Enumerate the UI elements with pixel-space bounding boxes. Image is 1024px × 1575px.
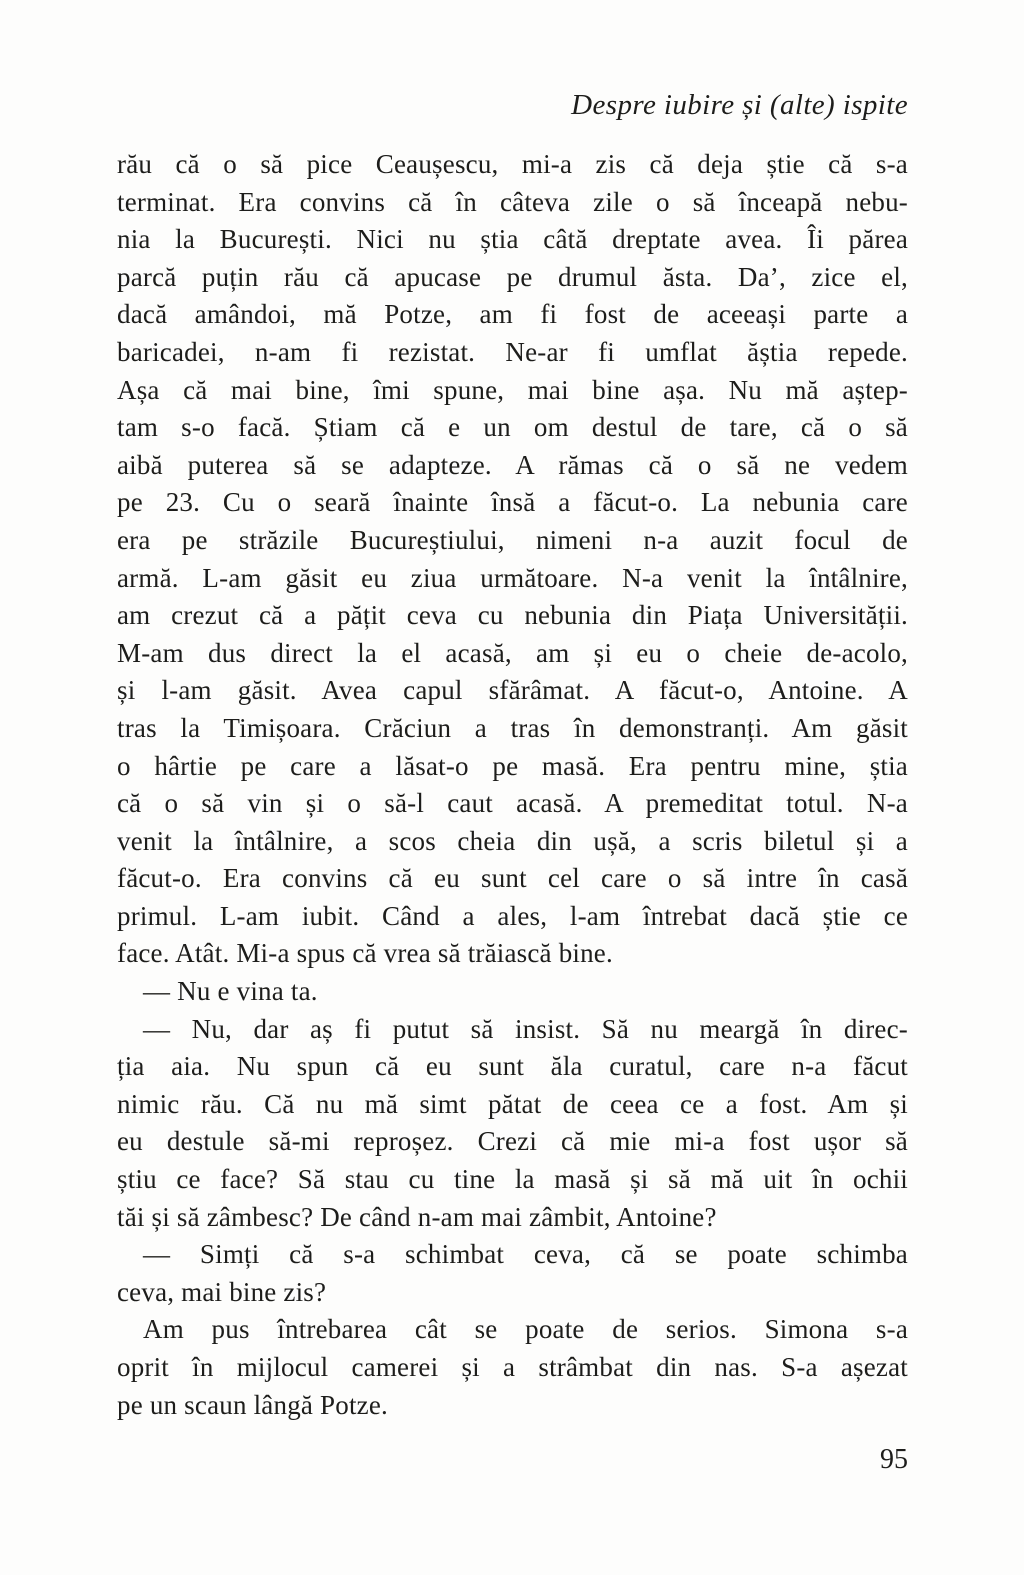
text-line: oprit în mijlocul camerei și a strâmbat din nas. S-a așezat <box>117 1352 908 1382</box>
text-line: tăi și să zâmbesc? De când n-am mai zâmbit, Antoine? <box>117 1201 717 1232</box>
text-line: M-am dus direct la el acasă, am și eu o cheie de-acolo, <box>117 637 908 668</box>
text-line: nia la București. Nici nu știa câtă dreptate avea. Îi părea <box>117 224 908 255</box>
text-line: că o să vin și o să-l caut acasă. A premeditat totul. N-a <box>117 788 908 819</box>
text-line: făcut-o. Era convins că eu sunt cel care o să intre în casă <box>117 863 908 894</box>
page-number: 95 <box>880 1444 908 1475</box>
text-line: nimic rău. Că nu mă simt pătat de ceea ce a fost. Am și <box>117 1088 908 1119</box>
text-line: baricadei, n-am fi rezistat. Ne-ar fi umflat ăștia repede. <box>117 336 908 367</box>
text-line: era pe străzile Bucureștiului, nimeni n-a auzit focul de <box>117 524 908 555</box>
text-line: tam s-o facă. Știam că e un om destul de tare, că o să <box>117 412 908 443</box>
text-line: face. Atât. Mi-a spus că vrea să trăiască bine. <box>117 938 613 969</box>
running-header: Despre iubire și (alte) ispite <box>571 89 908 121</box>
text-line: — Simți că s-a schimbat ceva, că se poate schimba <box>143 1239 908 1270</box>
text-line: armă. L-am găsit eu ziua următoare. N-a venit la întâlnire, <box>117 562 908 593</box>
text-line: parcă puțin rău că apucase pe drumul ăsta. Da’, zice el, <box>117 261 908 292</box>
text-line: primul. L-am iubit. Când a ales, l-am întrebat dacă știe ce <box>117 900 908 931</box>
text-line: pe un scaun lângă Potze. <box>117 1389 388 1420</box>
text-line: aibă puterea să se adapteze. A rămas că o să ne vedem <box>117 449 908 480</box>
text-line: tras la Timișoara. Crăciun a tras în demonstranți. Am găsit <box>117 712 908 743</box>
text-line: știu ce face? Să stau cu tine la masă și să mă uit în ochii <box>117 1164 908 1195</box>
body-text <box>117 146 908 1424</box>
text-line: eu destule să-mi reproșez. Crezi că mie mi-a fost ușor să <box>117 1126 908 1157</box>
text-line: și l-am găsit. Avea capul sfărâmat. A făcut-o, Antoine. A <box>117 675 908 706</box>
text-line: pe 23. Cu o seară înainte însă a făcut-o. La nebunia care <box>117 487 908 518</box>
text-line: ceva, mai bine zis? <box>117 1276 327 1307</box>
text-line: am crezut că a pățit ceva cu nebunia din Piața Universității. <box>117 600 908 631</box>
text-line: terminat. Era convins că în câteva zile o să înceapă nebu- <box>117 186 908 217</box>
text-line: — Nu, dar aș fi putut să insist. Să nu meargă în direc- <box>143 1013 908 1044</box>
text-line: — Nu e vina ta. <box>143 976 318 1007</box>
text-line: Așa că mai bine, îmi spune, mai bine așa. Nu mă aștep- <box>117 374 908 405</box>
text-line: o hârtie pe care a lăsat-o pe masă. Era pentru mine, știa <box>117 750 908 781</box>
text-line: ția aia. Nu spun că eu sunt ăla curatul, care n-a făcut <box>117 1051 908 1082</box>
text-line: rău că o să pice Ceaușescu, mi-a zis că deja știe că s-a <box>117 149 908 179</box>
text-line: Am pus întrebarea cât se poate de serios. Simona s-a <box>143 1314 908 1345</box>
text-line: dacă amândoi, mă Potze, am fi fost de aceeași parte a <box>117 299 908 330</box>
text-line: venit la întâlnire, a scos cheia din ușă, a scris biletul și a <box>117 825 908 856</box>
